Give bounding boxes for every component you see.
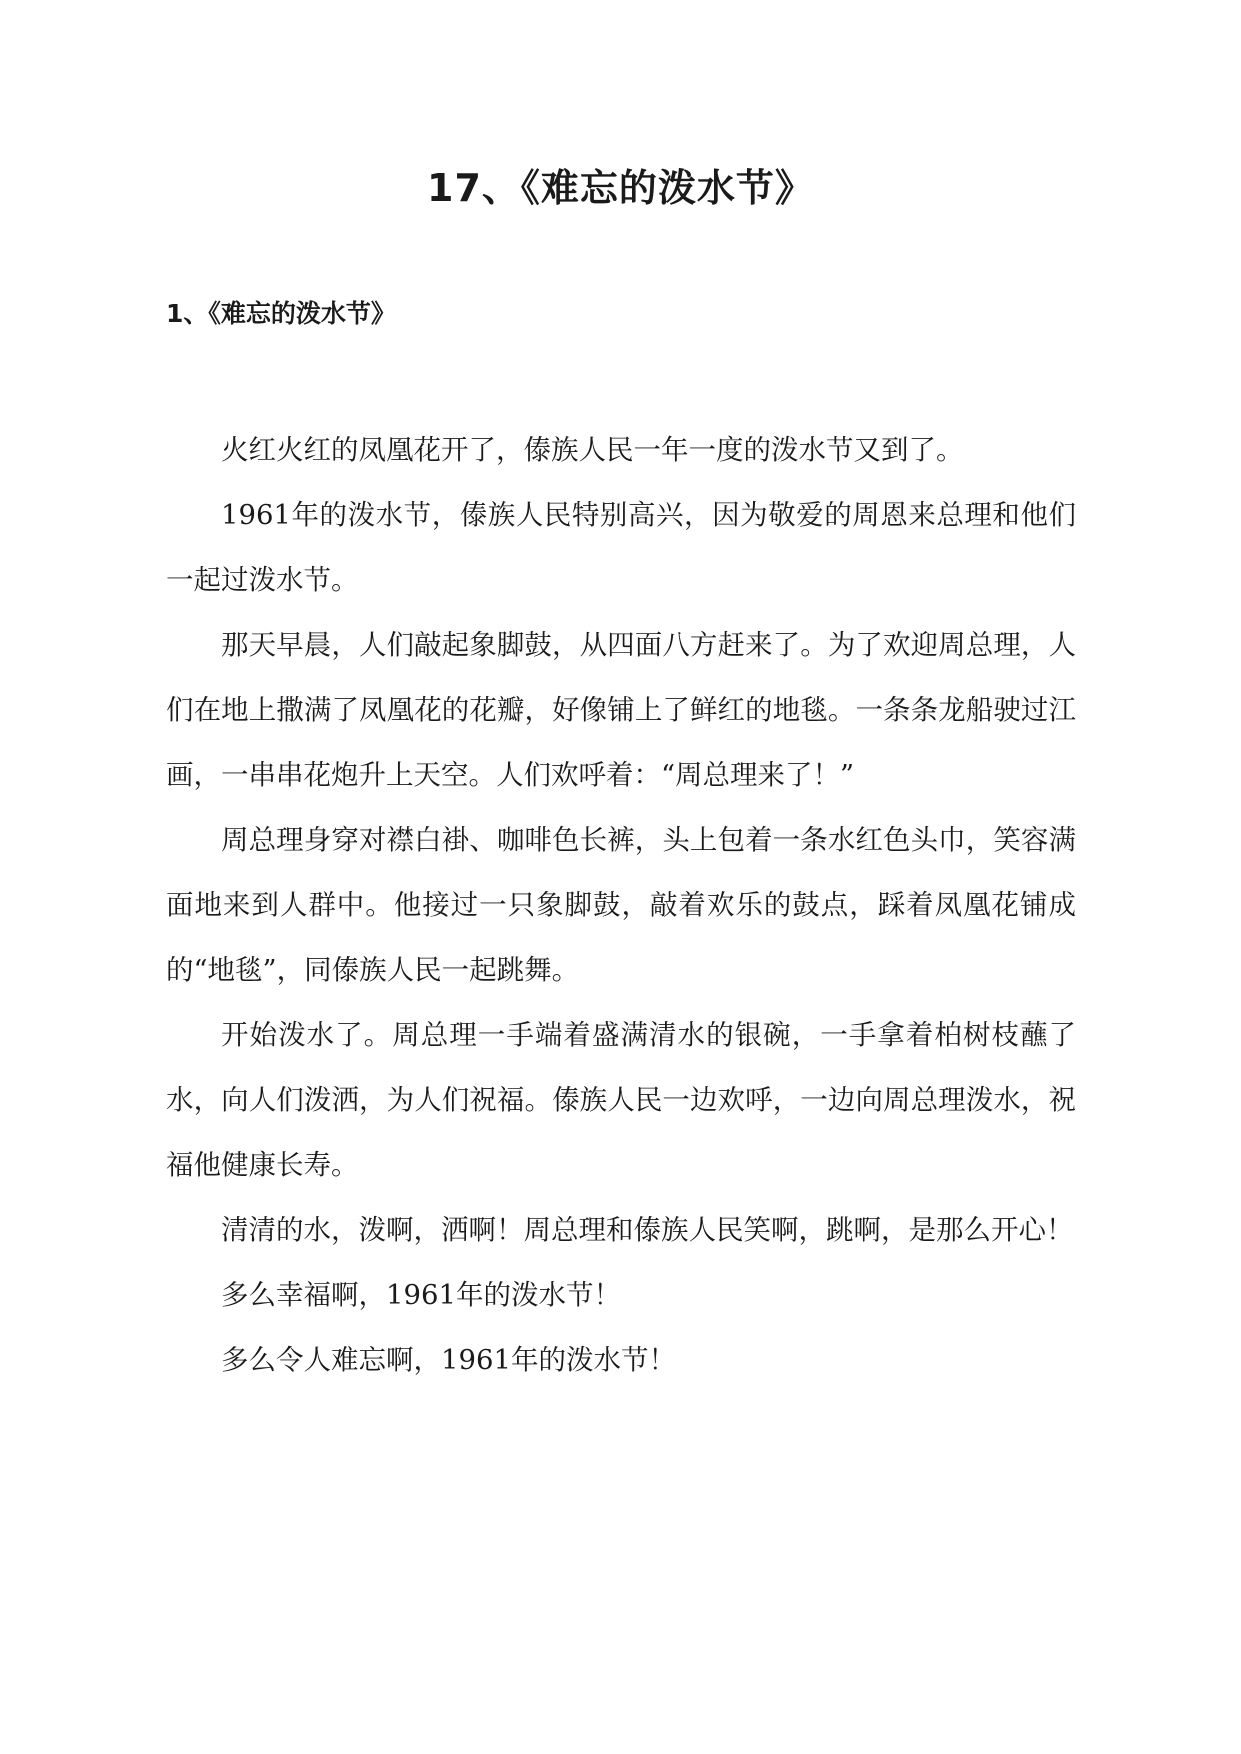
paragraph: 周总理身穿对襟白褂、咖啡色长裤，头上包着一条水红色头巾，笑容满面地来到人群中。他接过一只象脚鼓，敲着欢乐的鼓点，踩着凤凰花铺成的“地毯”，同傣族人民一起跳舞。 [166, 824, 1076, 986]
article-body [166, 418, 1076, 1393]
paragraph: 1961年的泼水节，傣族人民特别高兴，因为敬爱的周恩来总理和他们一起过泼水节。 [166, 499, 1076, 596]
paragraph: 那天早晨，人们敲起象脚鼓，从四面八方赶来了。为了欢迎周总理，人们在地上撒满了凤凰花的花瓣，好像铺上了鲜红的地毯。一条条龙船驶过江画，一串串花炮升上天空。人们欢呼着：“周总理来了！” [166, 629, 1076, 791]
document-title: 17、《难忘的泼水节》 [427, 166, 814, 210]
paragraph: 开始泼水了。周总理一手端着盛满清水的银碗，一手拿着柏树枝蘸了水，向人们泼洒，为人们祝福。傣族人民一边欢呼，一边向周总理泼水，祝福他健康长寿。 [166, 1019, 1076, 1181]
paragraph: 多么令人难忘啊，1961年的泼水节！ [221, 1344, 676, 1376]
section-heading: 1、《难忘的泼水节》 [166, 299, 396, 328]
paragraph: 清清的水，泼啊，洒啊！周总理和傣族人民笑啊，跳啊，是那么开心！ [221, 1214, 1074, 1246]
paragraph: 火红火红的凤凰花开了，傣族人民一年一度的泼水节又到了。 [221, 434, 964, 466]
paragraph: 多么幸福啊，1961年的泼水节！ [221, 1279, 621, 1311]
